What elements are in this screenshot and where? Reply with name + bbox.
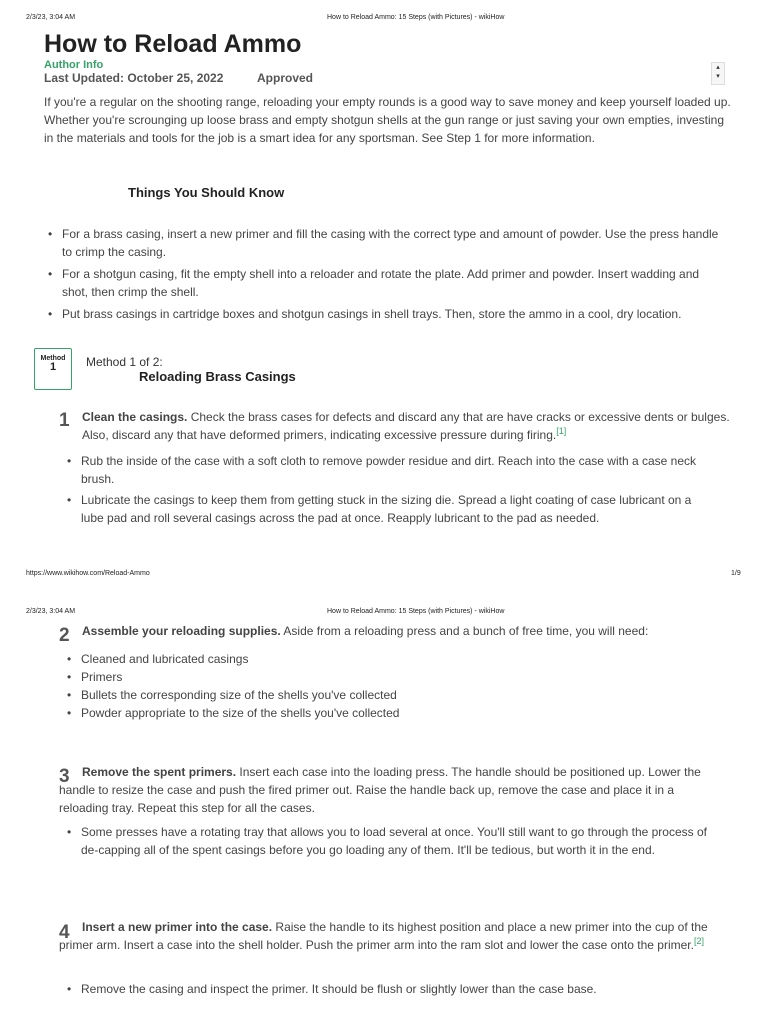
- things-you-should-know-heading: Things You Should Know: [128, 185, 285, 200]
- approved-badge: Approved: [257, 71, 314, 85]
- step-title: Insert a new primer into the case.: [82, 920, 273, 934]
- step-text: [59, 918, 719, 954]
- step-number: 2: [59, 625, 70, 646]
- list-item: • Remove the casing and inspect the primer. It should be flush or slightly lower than the case base.: [63, 980, 715, 998]
- chevron-up-icon[interactable]: ▴: [716, 64, 720, 71]
- list-item: • Cleaned and lubricated casings: [63, 650, 715, 668]
- chevron-down-icon[interactable]: ▾: [716, 73, 720, 80]
- list-item: • Primers: [63, 668, 715, 686]
- step-sublist: [63, 650, 715, 722]
- list-item: • Bullets the corresponding size of the shells you've collected: [63, 686, 715, 704]
- method-badge-label: Method: [40, 355, 66, 362]
- footer-page-number: 1/9: [731, 570, 741, 577]
- list-item: • For a shotgun casing, fit the empty shell into a reloader and rotate the plate. Add primer and powder. Insert wadding and shot, then crimp the shell.: [44, 265, 724, 301]
- last-updated: Last Updated: October 25, 2022: [44, 71, 224, 85]
- step-text: [59, 763, 719, 817]
- step-number: 4: [59, 922, 70, 943]
- step-title: Assemble your reloading supplies.: [82, 624, 281, 638]
- reference-link[interactable]: [1]: [556, 426, 567, 436]
- author-info-link[interactable]: Author Info: [44, 59, 104, 71]
- step-body: Raise the handle to its highest position and place a new primer into the cup of the primer arm. Insert a case into the shell holder. Push the primer arm into the ram slot and lower the case onto the primer.: [59, 920, 708, 952]
- step-body: Insert each case into the loading press. The handle should be positioned up. Lower the handle to resize the case and push the fired primer out. Raise the handle back up, remove the case and place it in a reloading tray. Repeat this step for all the cases.: [59, 765, 701, 815]
- intro-paragraph: If you're a regular on the shooting range, reloading your empty rounds is a good way to save money and keep yourself loaded up. Whether you're scrounging up loose brass and empty shotgun shells at the gun range or just saving your own empties, investing in the materials and tools for the job is a smart idea for any sportsman. See Step 1 for more information.: [44, 95, 731, 145]
- step-sublist: [63, 452, 715, 530]
- step-text: [82, 408, 742, 444]
- page2-header-date: 2/3/23, 3:04 AM: [26, 608, 76, 615]
- step-title: Clean the casings.: [82, 410, 188, 424]
- page-title: How to Reload Ammo: [44, 30, 302, 58]
- footer-url: https://www.wikihow.com/Reload-Ammo: [26, 570, 150, 577]
- list-item: • Put brass casings in cartridge boxes and shotgun casings in shell trays. Then, store the ammo in a cool, dry location.: [44, 305, 724, 323]
- list-item: • Some presses have a rotating tray that allows you to load several at once. You'll still want to go through the process of de-capping all of the spent casings before you go loading any of them. It'll be tedious, but worth it in the end.: [63, 823, 715, 859]
- list-item: • Powder appropriate to the size of the shells you've collected: [63, 704, 715, 722]
- step-body: Aside from a reloading press and a bunch of free time, you will need:: [280, 624, 649, 638]
- method-title: Reloading Brass Casings: [139, 369, 296, 384]
- step-number: 3: [59, 766, 70, 787]
- scroll-control[interactable]: [711, 62, 725, 85]
- list-item: • Rub the inside of the case with a soft cloth to remove powder residue and dirt. Reach into the case with a case neck brush.: [63, 452, 715, 488]
- step-sublist: [63, 823, 715, 862]
- step-body: Check the brass cases for defects and discard any that are have cracks or excessive dents or bulges. Also, discard any that have deformed primers, indicating excessive pressure during firing.: [82, 410, 730, 442]
- list-item: • Lubricate the casings to keep them from getting stuck in the sizing die. Spread a light coating of case lubricant on a lube pad and roll several casings across the pad at once. Reapply lubricant to the pad as needed.: [63, 491, 715, 527]
- reference-link[interactable]: [2]: [693, 936, 704, 946]
- page2-header-title: How to Reload Ammo: 15 Steps (with Pictures) - wikiHow: [327, 608, 505, 615]
- step-sublist: [63, 980, 715, 1001]
- page1-header-title: How to Reload Ammo: 15 Steps (with Pictures) - wikiHow: [327, 14, 505, 21]
- step-text: [82, 622, 742, 640]
- page1-header-date: 2/3/23, 3:04 AM: [26, 14, 76, 21]
- method-badge: [34, 348, 72, 390]
- things-you-should-know-list: [44, 225, 724, 326]
- method-counter: Method 1 of 2:: [86, 355, 163, 369]
- step-title: Remove the spent primers.: [82, 765, 237, 779]
- method-badge-number: 1: [49, 361, 57, 373]
- list-item: • For a brass casing, insert a new primer and fill the casing with the correct type and amount of powder. Use the press handle to crimp the casing.: [44, 225, 724, 261]
- step-number: 1: [59, 410, 70, 431]
